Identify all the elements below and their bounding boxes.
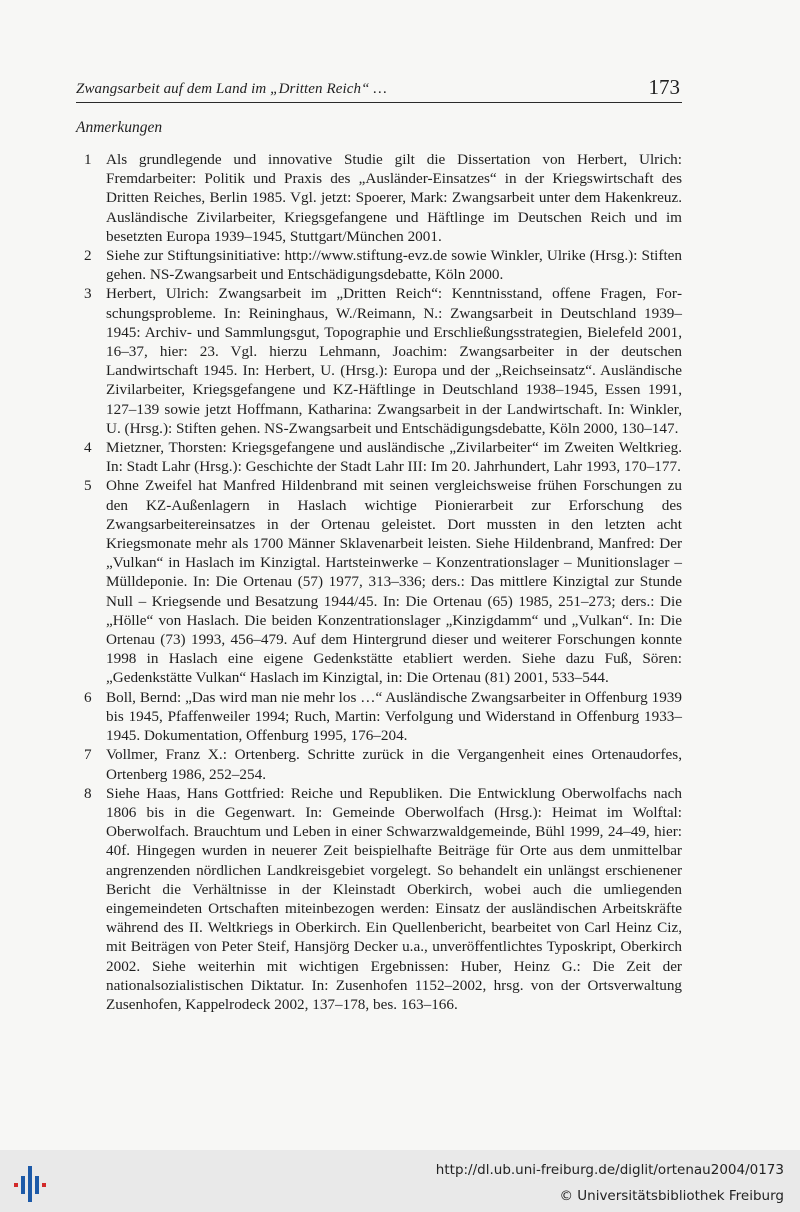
note-number: 2 bbox=[84, 247, 92, 265]
note-text: Siehe zur Stiftungsinitiative: http://www.stiftung-evz.de sowie Winkler, Ulrike (Hrsg.): Stiften gehen. NS-Zwangsarbeit und Entschädigungsdebatte, Köln 2000. bbox=[106, 247, 682, 284]
note-item bbox=[76, 284, 682, 438]
viewer-footer bbox=[0, 1150, 800, 1212]
note-item bbox=[76, 246, 682, 284]
note-number: 6 bbox=[84, 688, 92, 706]
note-number: 1 bbox=[84, 151, 92, 168]
running-head bbox=[76, 76, 682, 103]
note-text: Ohne Zweifel hat Manfred Hildenbrand mit seinen vergleichsweise frühen Forschungen zu den KZ-Außenlagern in Haslach wichtige Pionierarbeit zur Erforschung des Zwangsarbeitereinsatzes in der Ortenau geleistet. Dort mussten in den letzten acht Kriegsmonate mehr als 1700 Männer Sklavenarbeit leisten. Siehe Hildenbrand, Manfred: Der „Vulkan“ in Haslach im Kinzigtal. Hartsteinwerke – Konzentrationslager – Munitionslager – Mülldeponie. In: Die Ortenau (57) 1977, 313–336; ders.: Das mittlere Kinzigtal zur Stunde Null – Kriegsende und Besatzung 1944/45. In: Die Ortenau (65) 1985, 251–273; ders.: Die „Hölle“ von Haslach. Die beiden Konzentrationslager „Kinzigdamm“ und „Vulkan“. In: Die Ortenau (73) 1993, 456–479. Auf dem Hintergrund dieser und weiterer Forschungen konnte 1998 in Haslach eine eigene Gedenkstätte etabliert werden. Siehe dazu Fuß, Sören: „Gedenkstätte Vulkan“ Haslach im Kinzigtal, in: Die Ortenau (81) 2001, 533–544. bbox=[106, 477, 682, 687]
footer-url-link[interactable]: http://dl.ub.uni-freiburg.de/diglit/ortenau2004/0173 bbox=[435, 1162, 784, 1178]
note-number: 4 bbox=[84, 439, 92, 457]
note-item bbox=[76, 150, 682, 246]
note-number: 7 bbox=[84, 746, 92, 764]
note-item bbox=[76, 784, 682, 1014]
note-text: Siehe Haas, Hans Gottfried: Reiche und Republiken. Die Entwicklung Oberwolfachs nach 1806 bis in die Gegenwart. In: Gemeinde Oberwolfach (Hrsg.): Heimat im Wolftal: Oberwolfach. Brauchtum und Leben in einer Schwarzwaldgemeinde, Bühl 1999, 24–49, hier: 40f. Hingegen wurden in neuerer Zeit beispielhafte Beiträge für Orte aus dem unmittelbar angrenzenden nördlichen Landkreisgebiet vorgelegt. So behandelt ein unlängst erschienener Bericht die Verhältnisse in der Kleinstadt Oberkirch, wobei auch die umliegenden eingemeindeten Ortschaften miteinbezogen werden: Einsatz der ausländischen Arbeitskräfte während des II. Weltkriegs in Oberkirch. Ein Quellenbericht, bearbeitet von Carl Heinz Ciz, mit Beiträgen von Peter Steif, Hansjörg Decker u.a., unveröffentlichtes Typoskript, Oberkirch 2002. Siehe weiterhin mit wichtigen Ergebnissen: Huber, Heinz G.: Die Zeit der nationalsozialistischen Diktatur. In: Zusenhofen 1152–2002, hrsg. von der Ortsverwaltung Zusenhofen, Kappelrodeck 2002, 137–178, bes. 163–166. bbox=[106, 784, 682, 1013]
note-text: Boll, Bernd: „Das wird man nie mehr los …“ Ausländische Zwangsarbeiter in Offenburg 1939 bis 1945, Pfaffenweiler 1994; Ruch, Martin: Verfolgung und Widerstand in Offenburg 1933–1945. Dokumentation, Offenburg 1995, 176–204. bbox=[106, 688, 682, 745]
note-text: Herbert, Ulrich: Zwangsarbeit im „Dritten Reich“: Kenntnisstand, offene Fragen, Forschungsprobleme. In: Reininghaus, W./Reimann, N.: Zwangsarbeit in Deutschland 1939–1945: Archiv- und Sammlungsgut, Topographie und Erschließungsstrategien, Bielefeld 2001, 16–37, hier: 23. Vgl. hierzu Lehmann, Joachim: Zwangsarbeiter in der deutschen Landwirtschaft 1945. In: Herbert, U. (Hrsg.): Europa und der „Reichseinsatz“. Ausländische Zivilarbeiter, Kriegsgefangene und KZ-Häftlinge in Deutschland 1938–1945, Essen 1991, 127–139 sowie jetzt Hoffmann, Katharina: Zwangsarbeit in der Landwirtschaft. In: Winkler, U. (Hrsg.): Stiften gehen. NS-Zwangsarbeit und Entschädigungsdebatte, Köln 2000, 130–147. bbox=[106, 285, 682, 437]
note-number: 8 bbox=[84, 784, 92, 802]
note-number: 5 bbox=[84, 477, 92, 495]
page-number: 173 bbox=[648, 75, 680, 99]
footer-copyright: © Universitätsbibliothek Freiburg bbox=[559, 1188, 784, 1204]
note-item bbox=[76, 688, 682, 746]
note-item bbox=[76, 476, 682, 687]
running-title: Zwangsarbeit auf dem Land im „Dritten Reich“ … bbox=[76, 81, 387, 97]
notes-list bbox=[76, 150, 682, 1014]
note-text: Mietzner, Thorsten: Kriegsgefangene und ausländische „Zivilarbeiter“ im Zweiten Weltkrieg. In: Stadt Lahr (Hrsg.): Geschichte der Stadt Lahr III: Im 20. Jahrhundert, Lahr 1993, 170–177. bbox=[106, 439, 682, 476]
note-text: Vollmer, Franz X.: Ortenberg. Schritte zurück in die Vergangenheit eines Ortenaudorfes, Ortenberg 1986, 252–254. bbox=[106, 746, 682, 783]
note-text: Als grundlegende und innovative Studie gilt die Dissertation von Herbert, Ulrich: Fremdarbeiter: Politik und Praxis des „Ausländer-Einsatzes“ in der Kriegswirtschaft des Dritten Reiches, Berlin 1985. Vgl. jetzt: Spoerer, Mark: Zwangsarbeit unter dem Hakenkreuz. Ausländische Zivilarbeiter, Kriegsgefangene und Häftlinge im Deutschen Reich und im besetzten Europa 1939–1945, Stuttgart/München 2001. bbox=[106, 151, 682, 245]
ub-freiburg-logo-icon[interactable] bbox=[10, 1164, 50, 1204]
note-item bbox=[76, 438, 682, 476]
note-item bbox=[76, 745, 682, 783]
note-number: 3 bbox=[84, 285, 92, 303]
section-heading: Anmerkungen bbox=[76, 119, 163, 136]
